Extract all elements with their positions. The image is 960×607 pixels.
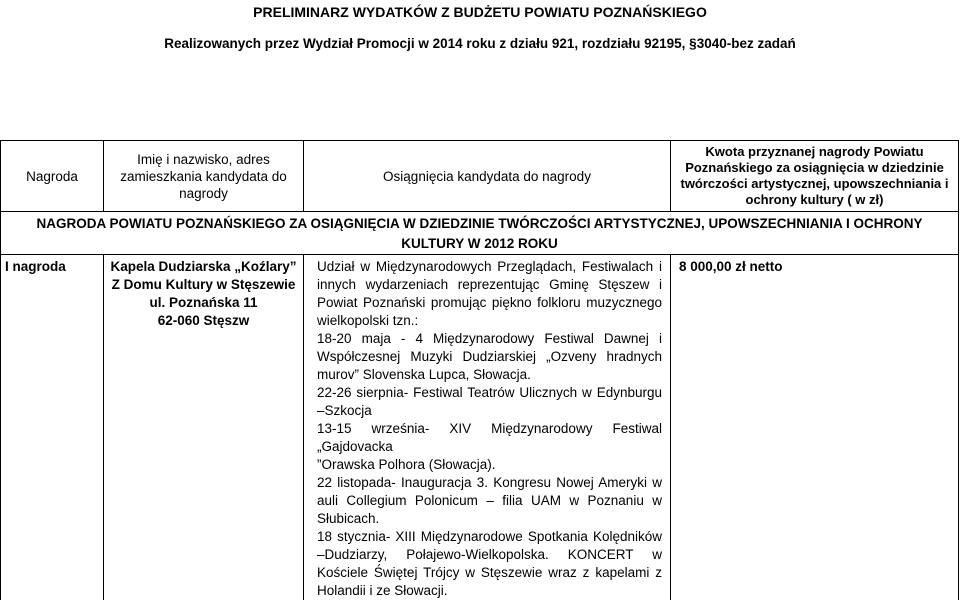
achievement-item: 22-26 sierpnia- Festiwal Teatrów Ulicznych w Edynburgu –Szkocja [317, 385, 662, 418]
header-amount: Kwota przyznanej nagrody Powiatu Poznańskiego za osiągnięcia w dziedzinie twórczości artystycznej, upowszechniania i ochrony kultury ( w zł) [671, 141, 959, 212]
header-award: Nagroda [1, 141, 104, 212]
document-title: PRELIMINARZ WYDATKÓW Z BUDŻETU POWIATU POZNAŃSKIEGO [253, 4, 707, 20]
amount-cell: 8 000,00 zł netto [671, 255, 959, 601]
section-row [1, 212, 959, 255]
achievement-item: ”Orawska Polhora (Słowacja). [317, 457, 496, 472]
header-row [1, 141, 959, 212]
candidate-street: ul. Poznańska 11 [149, 295, 258, 310]
achievement-item: 13-15 września- XIV Międzynarodowy Festiwal „Gajdovacka [317, 421, 662, 454]
header-achievements: Osiągnięcia kandydata do nagrody [304, 141, 671, 212]
table-row [1, 255, 959, 601]
achievement-item: 22 listopada- Inauguracja 3. Kongresu Nowej Ameryki w auli Collegium Polonicum – filia UAM w Poznaniu w Słubicach. [317, 475, 662, 526]
award-cell: I nagroda [1, 255, 104, 601]
section-title: NAGRODA POWIATU POZNAŃSKIEGO ZA OSIĄGNIĘCIA W DZIEDZINIE TWÓRCZOŚCI ARTYSTYCZNEJ, UPOWSZECHNIANIA I OCHRONY KULTURY W 2012 ROKU [1, 212, 959, 255]
candidate-postcode: 62-060 Stęszw [157, 313, 250, 328]
achievement-item: 18-20 maja - 4 Międzynarodowy Festiwal Dawnej i Współczesnej Muzyki Dudziarskiej „Ozveny hradnych murov” Slovenska Lupca, Słowacja. [317, 331, 662, 382]
header-candidate: Imię i nazwisko, adres zamieszkania kandydata do nagrody [104, 141, 304, 212]
awards-table [0, 140, 959, 600]
achievements-cell [304, 255, 671, 601]
candidate-name: Kapela Dudziarska „Koźlary” [110, 259, 297, 274]
candidate-org: Z Domu Kultury w Stęszewie [111, 277, 296, 292]
candidate-cell [104, 255, 304, 601]
achievement-item: 18 stycznia- XIII Międzynarodowe Spotkania Kolędników –Dudziarzy, Połajewo-Wielkopolska. KONCERT w Kościele Świętej Trójcy w Stęszewie wraz z kapelami z Holandii i ze Słowacji. [317, 529, 662, 598]
achievement-intro: Udział w Międzynarodowych Przeglądach, Festiwalach i innych wydarzeniach reprezentując Gminę Stęszew i Powiat Poznański promując piękno folkloru muzycznego wielkopolski tzn.: [317, 259, 662, 328]
document-subtitle: Realizowanych przez Wydział Promocji w 2014 roku z działu 921, rozdziału 92195, §3040-bez zadań [164, 36, 796, 51]
